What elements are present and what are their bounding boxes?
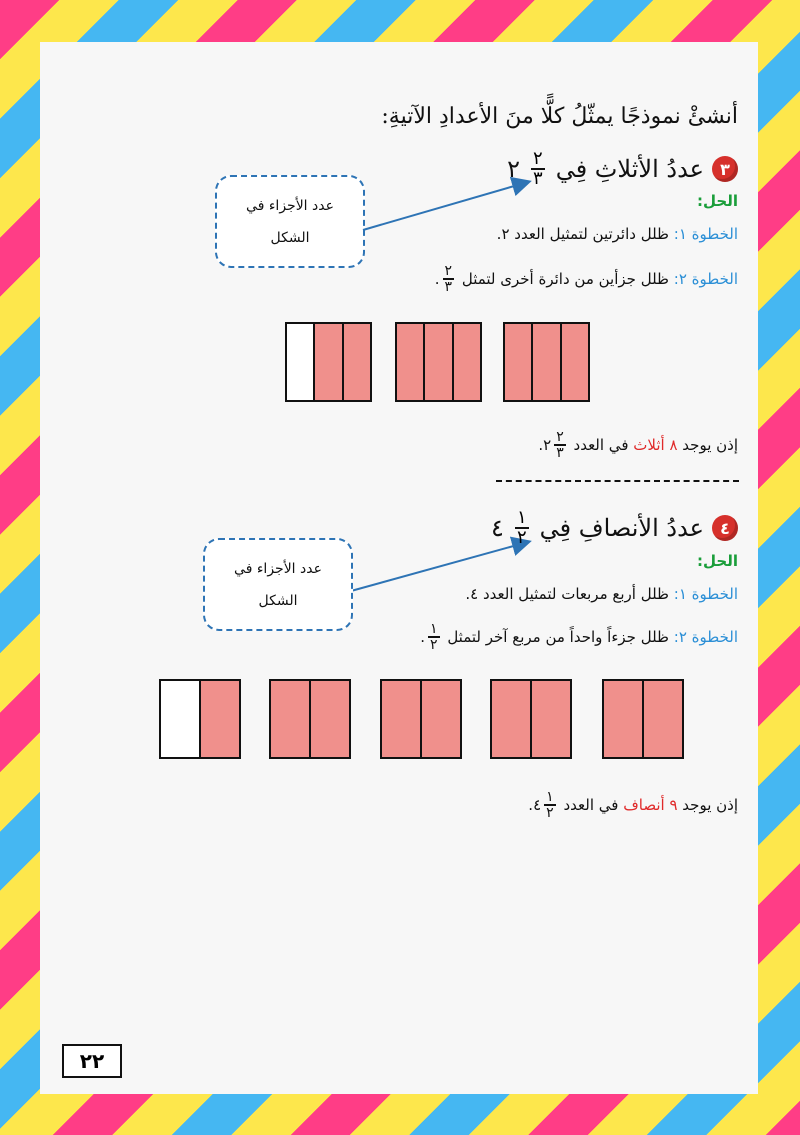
question-4-denominator: ٢ — [516, 527, 527, 548]
shaded-half — [604, 681, 642, 757]
callout-line-1: عدد الأجزاء في — [234, 560, 322, 577]
question-3-step-2 — [435, 264, 738, 294]
callout-line-2: الشكل — [270, 229, 310, 246]
section-divider — [496, 480, 739, 482]
thirds-group-whole — [395, 322, 482, 402]
step-label: الخطوة ١: — [673, 585, 738, 603]
shaded-half — [271, 681, 309, 757]
result-end: . — [528, 796, 534, 814]
question-3-solution-label: الحل: — [697, 192, 738, 210]
result-whole: ٤ — [533, 796, 542, 814]
unshaded-third — [287, 324, 313, 400]
page-heading: أنشئْ نموذجًا يمثّلُ كلًّا منَ الأعدادِ الآتيةِ: — [381, 104, 738, 129]
fraction-numerator: ٢ — [556, 429, 564, 445]
unshaded-half — [161, 681, 199, 757]
step-end: . — [434, 270, 440, 288]
step-text: ظلل دائرتين لتمثيل العدد ٢. — [496, 225, 669, 243]
shaded-third — [423, 324, 451, 400]
question-4-badge: ٤ — [712, 515, 738, 541]
halves-group-whole — [380, 679, 462, 759]
step-label: الخطوة ٢: — [673, 628, 738, 646]
thirds-group-whole — [503, 322, 590, 402]
result-count: ٨ أثلاث — [633, 436, 678, 454]
shaded-half — [420, 681, 460, 757]
fraction-numerator: ٢ — [444, 263, 453, 279]
result-fraction — [544, 790, 556, 820]
question-3-text: عددُ الأثلاثِ فِي — [555, 155, 704, 183]
page-number: ٢٢ — [62, 1044, 122, 1078]
shaded-half — [530, 681, 570, 757]
shaded-third — [313, 324, 341, 400]
step-2-fraction — [443, 264, 455, 294]
result-prefix: إذن يوجد — [682, 436, 738, 454]
shaded-third — [452, 324, 480, 400]
result-whole: ٢ — [543, 436, 552, 454]
fraction-denominator: ٢ — [546, 805, 554, 821]
question-4-callout — [203, 538, 353, 631]
worksheet-page — [40, 42, 758, 1094]
fraction-numerator: ١ — [546, 789, 554, 805]
question-3-denominator: ٣ — [533, 168, 543, 189]
shaded-third — [531, 324, 559, 400]
question-4-result — [528, 790, 738, 820]
shaded-half — [492, 681, 530, 757]
shaded-half — [309, 681, 349, 757]
question-3-numerator: ٢ — [533, 148, 543, 169]
shaded-half — [642, 681, 682, 757]
halves-group-whole — [602, 679, 684, 759]
thirds-group-partial — [285, 322, 372, 402]
step-label: الخطوة ٢: — [673, 270, 738, 288]
step-text: ظلل جزأين من دائرة أخرى لتمثل — [461, 270, 669, 288]
question-4-fraction — [515, 509, 529, 547]
shaded-third — [342, 324, 370, 400]
fraction-numerator: ١ — [430, 621, 438, 637]
callout-arrows — [40, 42, 758, 1094]
step-2-fraction — [428, 622, 440, 652]
question-3-arrow — [363, 182, 528, 230]
result-end: . — [538, 436, 544, 454]
shaded-third — [560, 324, 588, 400]
halves-group-partial — [159, 679, 241, 759]
question-4-step-2 — [420, 622, 738, 652]
question-4-text: عددُ الأنصافِ فِي — [539, 514, 704, 542]
step-text: ظلل جزءاً واحداً من مربع آخر لتمثل — [447, 628, 669, 646]
question-4-whole: ٤ — [491, 514, 504, 542]
step-label: الخطوة ١: — [673, 225, 738, 243]
question-4-arrow — [351, 542, 528, 591]
result-count: ٩ أنصاف — [623, 796, 678, 814]
question-4-numerator: ١ — [516, 507, 527, 528]
result-fraction — [554, 430, 566, 460]
question-3-badge: ٣ — [712, 156, 738, 182]
question-3-result — [538, 430, 738, 460]
question-4-step-1 — [465, 585, 738, 603]
fraction-denominator: ٢ — [430, 637, 438, 653]
halves-group-whole — [269, 679, 351, 759]
result-middle: في العدد — [573, 436, 629, 454]
step-text: ظلل أربع مربعات لتمثيل العدد ٤. — [465, 585, 669, 603]
shaded-third — [397, 324, 423, 400]
callout-line-2: الشكل — [258, 592, 298, 609]
fraction-denominator: ٣ — [444, 279, 453, 295]
question-3-step-1 — [497, 225, 738, 243]
question-3-whole: ٢ — [507, 155, 521, 183]
question-4-title — [491, 509, 738, 547]
question-4-solution-label: الحل: — [697, 552, 738, 570]
result-middle: في العدد — [563, 796, 619, 814]
shaded-half — [382, 681, 420, 757]
fraction-denominator: ٣ — [556, 445, 564, 461]
result-prefix: إذن يوجد — [682, 796, 738, 814]
halves-group-whole — [490, 679, 572, 759]
shaded-half — [199, 681, 239, 757]
shaded-third — [505, 324, 531, 400]
callout-line-1: عدد الأجزاء في — [246, 197, 334, 214]
step-end: . — [420, 628, 425, 646]
